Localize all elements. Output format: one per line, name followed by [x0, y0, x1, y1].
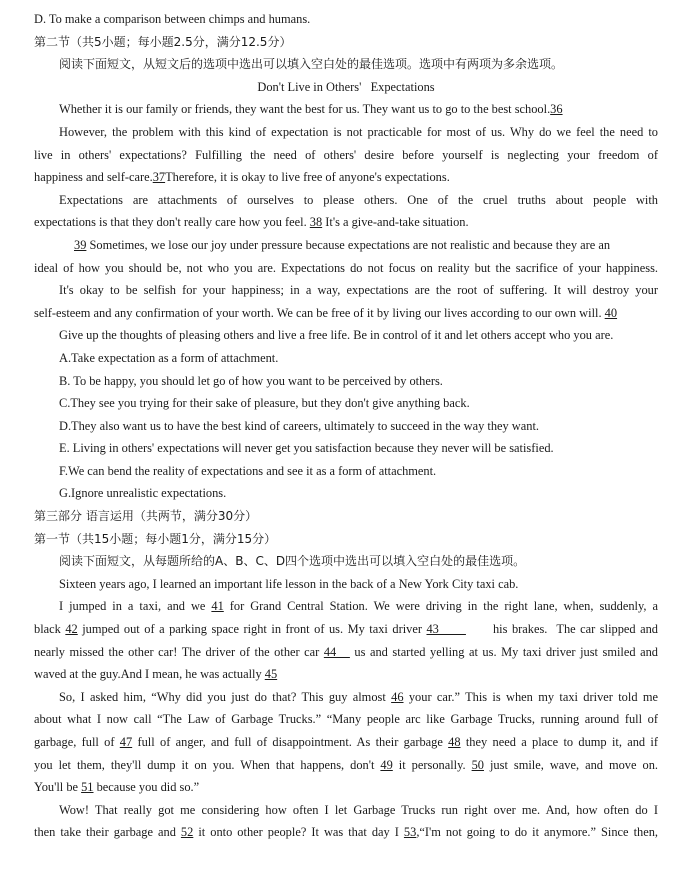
section2-instruction: 阅读下面短文，从短文后的选项中选出可以填入空白处的最佳选项。选项中有两项为多余选项。 — [59, 57, 564, 72]
cloze-paragraph-1: Sixteen years ago, I learned an important life lesson in the back of a New York City taxi cab. — [59, 576, 519, 591]
paragraph-3-line-1: Expectations are attachments of ourselves to please others. One of the cruel truths about people with — [59, 192, 658, 207]
paragraph-2-line-1: However, the problem with this kind of expectation is not practicable for most of us. Why do we feel the need to — [59, 124, 658, 139]
cloze-paragraph-2-line-4: waved at the guy.And I mean, he was actually 45 — [34, 667, 278, 682]
blank-44: 44 — [323, 644, 350, 659]
cloze-paragraph-2-line-3: nearly missed the other car! The driver of the other car 44 us and started yelling at us. My taxi driver just smiled and — [34, 644, 658, 659]
option-b: B. To be happy, you should let go of how you want to be perceived by others. — [59, 373, 443, 388]
option-d-previous: D. To make a comparison between chimps and humans. — [34, 12, 311, 26]
cloze-paragraph-4-line-2: then take their garbage and 52 it onto other people? It was that day I 53,“I'm not going to do it anymore.” Since then, — [34, 825, 658, 840]
cloze-paragraph-3-line-5: You'll be 51 because you did so.” — [34, 780, 200, 795]
paragraph-4-line-2: ideal of how you should be, not who you are. Expectations do not focus on reality but the sacrifice of your happiness. — [34, 260, 658, 275]
option-a: A.Take expectation as a form of attachment. — [59, 350, 279, 365]
blank-37: 37 — [152, 170, 166, 185]
paragraph-6: Give up the thoughts of pleasing others and live a free life. Be in control of it and let others accept who you are. — [59, 328, 614, 343]
blank-47: 47 — [119, 735, 133, 749]
blank-49: 49 — [380, 757, 393, 772]
blank-42: 42 — [65, 622, 78, 637]
blank-52: 52 — [180, 825, 194, 840]
paragraph-3-line-2: expectations is that they don't really care how you feel. 38 It's a give-and-take situation. — [34, 215, 469, 230]
cloze-paragraph-3-line-3: garbage, full of 47 full of anger, and full of disappointment. As their garbage 48 they need a place to dump it, and if — [34, 735, 658, 749]
blank-51: 51 — [81, 780, 94, 795]
paragraph-5-line-2: self-esteem and any confirmation of your worth. We can be free of it by living our lives according to our own will. 40 — [34, 305, 618, 320]
option-f: F.We can bend the reality of expectations and see it as a form of attachment. — [59, 463, 437, 478]
paragraph-2-line-2: live in others' expectations? Fulfilling the need of others' desire before yourself is neglecting your freedom of — [34, 147, 658, 162]
blank-45: 45 — [264, 667, 278, 682]
blank-50: 50 — [471, 757, 484, 772]
blank-39: 39 — [74, 237, 87, 252]
blank-41: 41 — [211, 599, 224, 614]
paragraph-5-line-1: It's okay to be selfish for your happiness; in a way, expectations are the root of suffering. It will destroy your — [59, 283, 658, 298]
part3-header: 第三部分 语言运用（共两节，满分30分） — [34, 509, 258, 524]
option-g: G.Ignore unrealistic expectations. — [59, 486, 227, 501]
blank-46: 46 — [391, 689, 404, 704]
part3-section1-header: 第一节（共15小题；每小题1分，满分15分） — [34, 531, 277, 546]
blank-38: 38 — [309, 215, 323, 230]
cloze-paragraph-3-line-2: about what I now call “The Law of Garbage Trucks.” “Many people arc like Garbage Trucks, running around full of — [34, 712, 658, 727]
option-e: E. Living in others' expectations will never get you satisfaction because they never will be satisfied. — [59, 441, 554, 456]
option-d: D.They also want us to have the best kind of careers, ultimately to succeed in the way they want. — [59, 418, 539, 433]
paragraph-2-line-3: happiness and self-care.37Therefore, it is okay to live free of anyone's expectations. — [34, 170, 450, 185]
cloze-paragraph-3-line-1: So, I asked him, “Why did you just do that? This guy almost 46 your car.” This is when my taxi driver told me — [59, 689, 658, 704]
blank-48: 48 — [448, 735, 461, 749]
blank-40: 40 — [604, 305, 618, 320]
paragraph-4-line-1: 39 Sometimes, we lose our joy under pressure because expectations are not realistic and because they are an — [74, 237, 611, 252]
blank-43: 43 — [426, 622, 466, 637]
blank-36: 36 — [550, 102, 563, 117]
cloze-paragraph-3-line-4: you let them, they'll dump it on you. When that happens, don't 49 it personally. 50 just smile, wave, and move on. — [34, 757, 658, 772]
part3-instruction: 阅读下面短文，从每题所给的A、B、C、D四个选项中选出可以填入空白处的最佳选项。 — [59, 554, 526, 569]
paragraph-1: Whether it is our family or friends, they want the best for us. They want us to go to the best school.36 — [59, 102, 563, 117]
option-c: C.They see you trying for their sake of pleasure, but they don't give anything back. — [59, 396, 470, 411]
cloze-paragraph-2-line-2: black 42 jumped out of a parking space right in front of us. My taxi driver 43 his brakes. The car slipped and — [34, 622, 658, 637]
passage-title: Don't Live in Others' Expectations — [257, 79, 435, 94]
blank-53: 53 — [403, 825, 417, 840]
cloze-paragraph-4-line-1: Wow! That really got me considering how often I let Garbage Trucks run right over me. And, how often do I — [59, 802, 658, 817]
cloze-paragraph-2-line-1: I jumped in a taxi, and we 41 for Grand Central Station. We were driving in the right lane, when, suddenly, a — [59, 599, 658, 614]
section2-header: 第二节（共5小题；每小题2.5分，满分12.5分） — [34, 34, 292, 49]
